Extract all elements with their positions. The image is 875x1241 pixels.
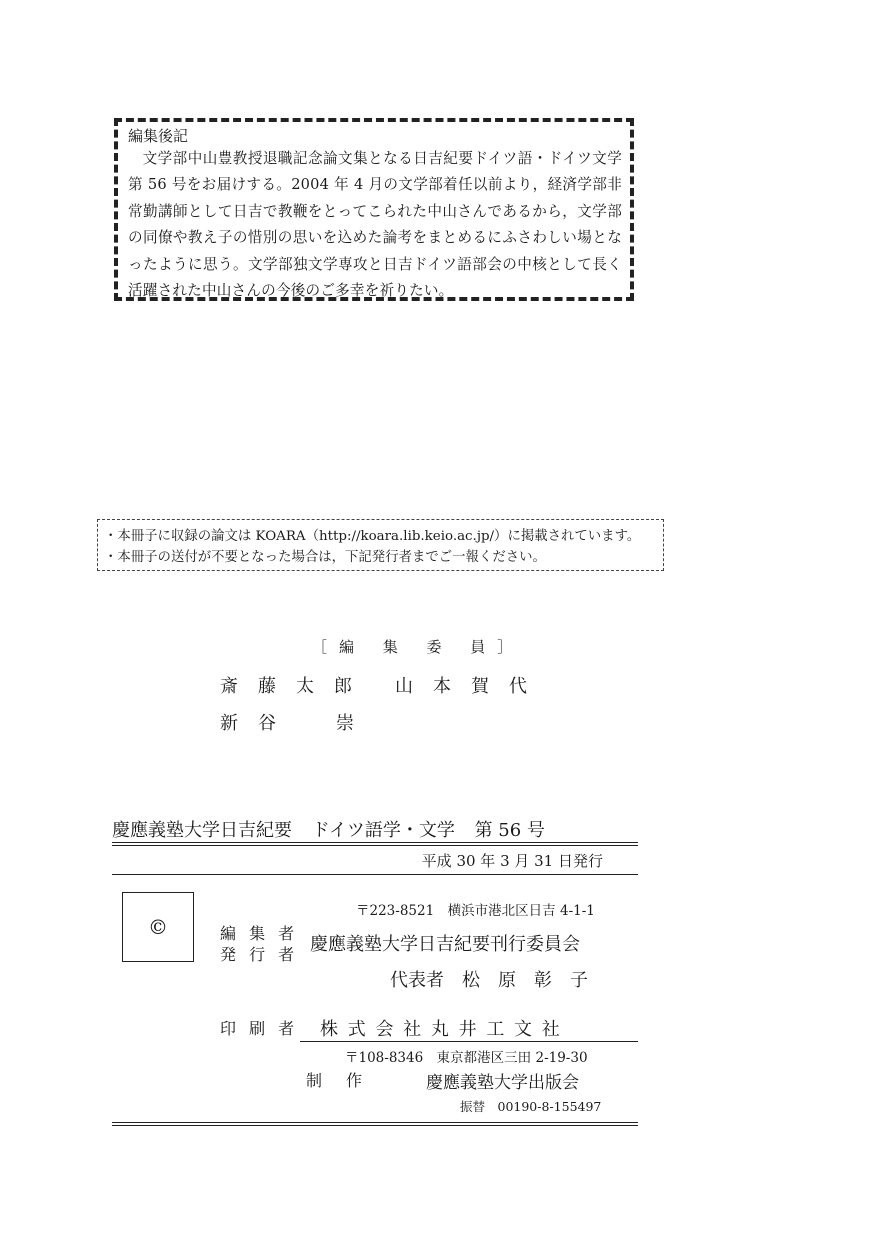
divider [300, 1041, 638, 1042]
representative: 代表者 松 原 彰 子 [390, 970, 588, 991]
divider [112, 1122, 638, 1123]
unsubscribe-info-line: ・本冊子の送付が不要となった場合は，下記発行者までご一報ください。 [104, 550, 546, 565]
koara-info-line: ・本冊子に収録の論文は KOARA（http://koara.lib.keio.ac.jp/）に掲載されています。 [104, 529, 641, 544]
issue-date: 平成 30 年 3 月 31 日発行 [421, 852, 603, 870]
journal-issue: 第 56 号 [474, 820, 545, 841]
editors-note-title: 編集後記 [128, 127, 189, 145]
publisher-label: 発 行 者 [220, 945, 299, 964]
divider [112, 845, 638, 846]
committee-member: 崇 [336, 713, 374, 734]
editors-note-box [114, 118, 634, 301]
transfer-account: 振替 00190-8-155497 [460, 1099, 602, 1114]
divider [112, 874, 638, 875]
koara-info-box [97, 519, 664, 571]
journal-series: ドイツ語学・文学 [311, 820, 455, 841]
publisher-name: 慶應義塾大学日吉紀要刊行委員会 [310, 934, 580, 955]
divider [112, 842, 638, 843]
production-name: 慶應義塾大学出版会 [426, 1073, 579, 1093]
divider [112, 1125, 638, 1126]
journal-name: 慶應義塾大学日吉紀要 [112, 820, 292, 841]
committee-heading: ［編 集 委 員］ [312, 638, 525, 656]
copyright-mark: © [122, 892, 194, 962]
editor-label: 編 集 者 [220, 924, 299, 943]
editors-note-body: 文学部中山豊教授退職記念論文集となる日吉紀要ドイツ語・ドイツ文学第 56 号をお届けする。2004 年 4 月の文学部着任以前より，経済学部非常勤講師として日吉で教鞭をとってこられた中山さんであるから，文学部の同僚や教え子の惜別の思いを込めた論考をまとめるにふさわしい場となったように思う。文学部独文学専攻と日吉ドイツ語部会の中核として長く活躍された中山さんの今後のご多幸を祈りたい。 [128, 150, 622, 300]
committee-member: 山本賀代 [395, 676, 547, 697]
committee-member: 新谷 [220, 713, 296, 734]
printer-name: 株 式 会 社 丸 井 工 文 社 [320, 1019, 562, 1040]
printer-label: 印 刷 者 [220, 1019, 299, 1038]
production-address: 〒108-8346 東京都港区三田 2-19-30 [345, 1050, 588, 1066]
production-label: 制 作 [306, 1071, 367, 1090]
publisher-address: 〒223-8521 横浜市港北区日吉 4-1-1 [356, 903, 595, 919]
committee-member: 斎藤太郎 [220, 676, 372, 697]
journal-title-line [112, 816, 559, 842]
